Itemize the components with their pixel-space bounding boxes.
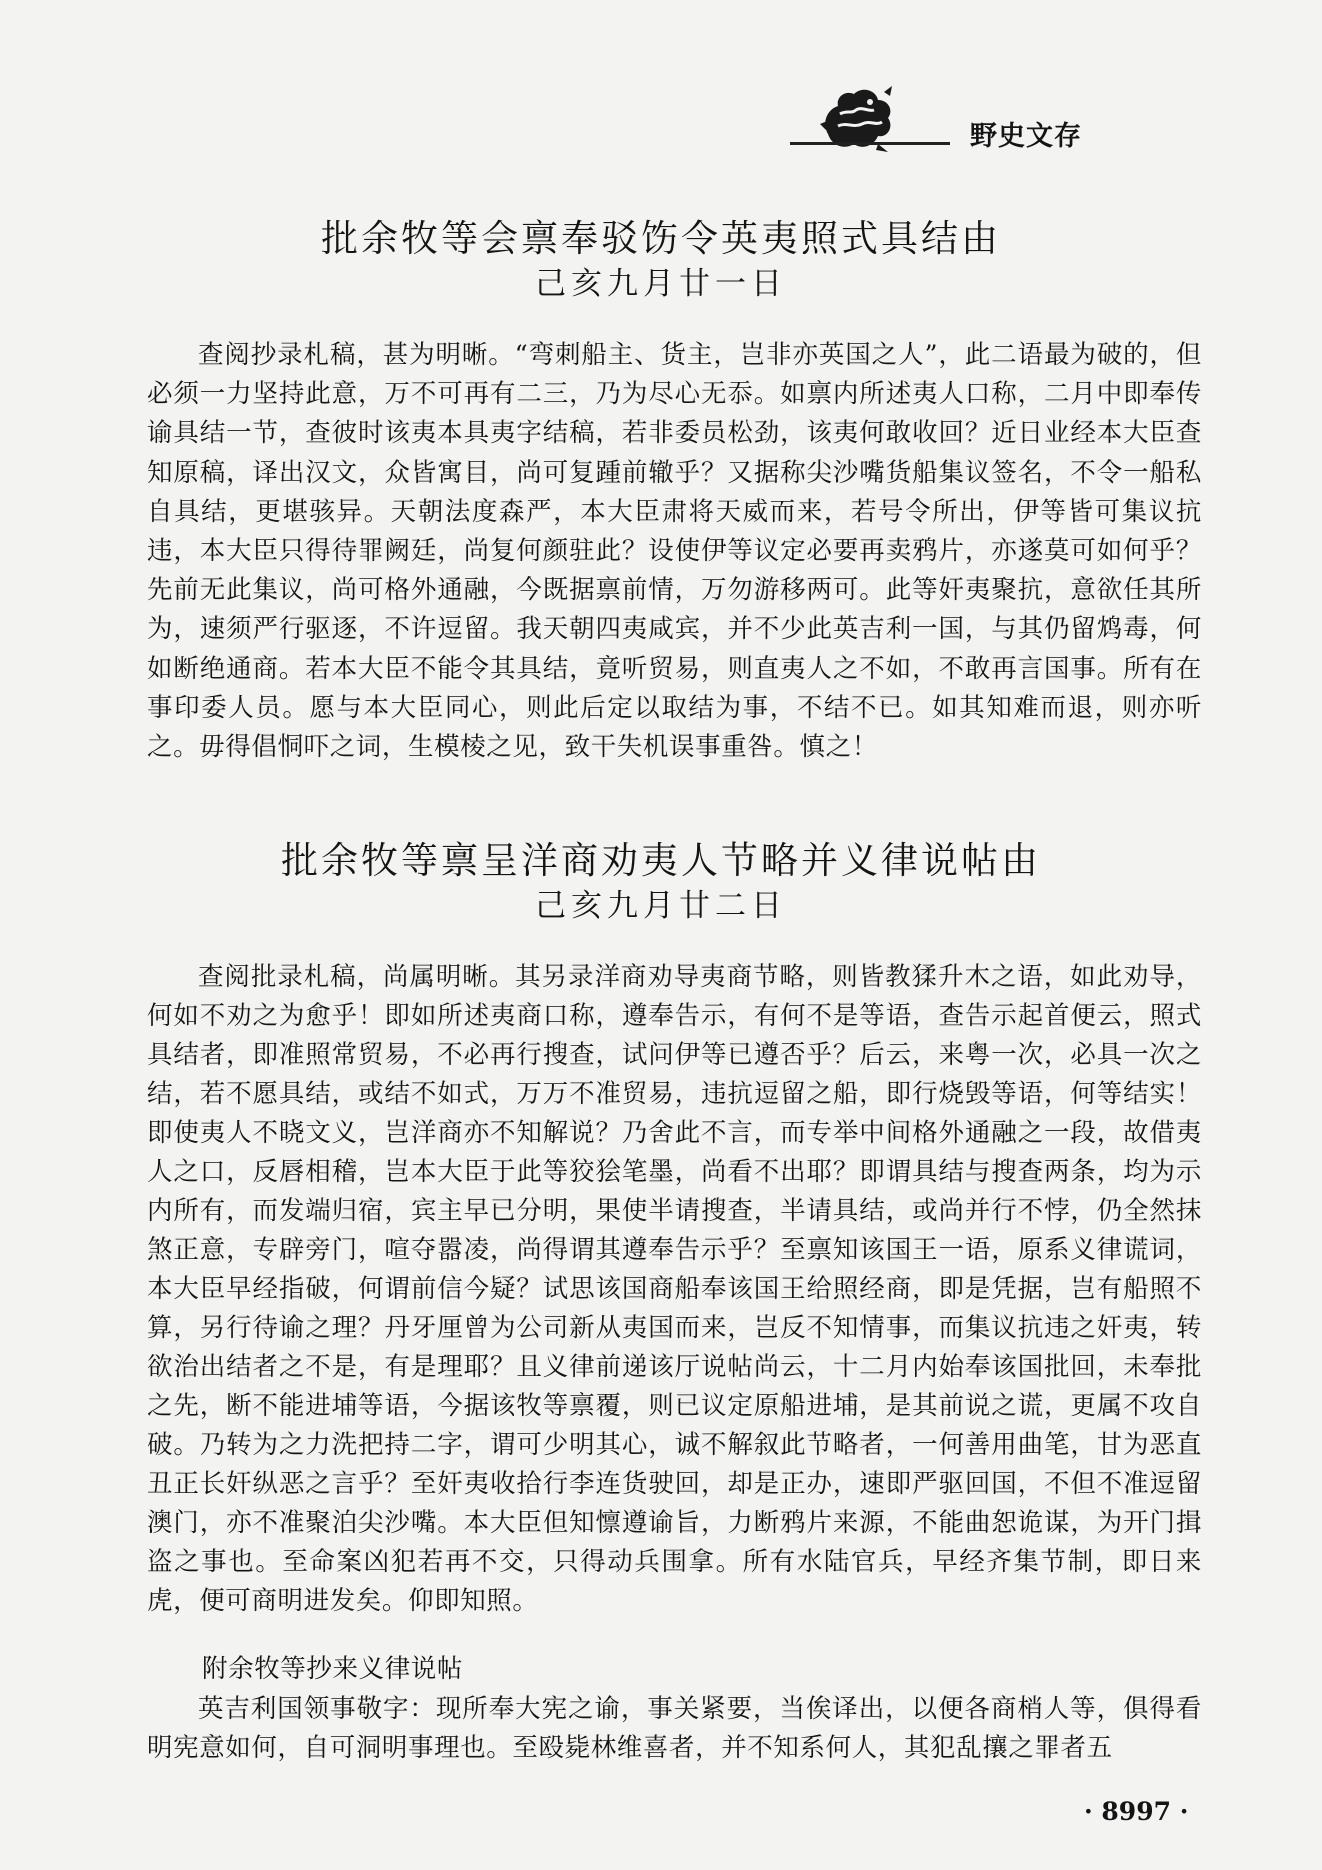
section-title: 批余牧等禀呈洋商劝夷人节略并义律说帖由 [281,839,1041,882]
section-body: 查阅批录札稿，尚属明晰。其另录洋商劝导夷商节略，则皆教猱升木之语，如此劝导，何如不劝之为愈乎！即如所述夷商口称，遵奉告示，有何不是等语，查告示起首便云，照式具结者，即准照常贸易，不必再行搜查，试问伊等已遵否乎？后云，来粤一次，必具一次之结，若不愿具结，或结不如式，万万不准贸易，违抗逗留之船，即行烧毁等语，何等结实！即使夷人不晓文义，岂洋商亦不知解说？乃舍此不言，而专举中间格外通融之一段，故借夷人之口，反唇相稽，岂本大臣于此等狡狯笔墨，尚看不出耶？即谓具结与搜查两条，均为示内所有，而发端归宿，宾主早已分明，果使半请搜查，半请具结，或尚并行不悖，仍全然抹煞正意，专辟旁门，喧夺嚣凌，尚得谓其遵奉告示乎？至禀知该国王一语，原系义律谎词，本大臣早经指破，何谓前信今疑？试思该国商船奉该国王给照经商，即是凭据，岂有船照不算，另行待谕之理？丹牙厘曾为公司新从夷国而来，岂反不知情事，而集议抗违之奸夷，转欲治出结者之不是，有是理耶？且义律前递该厅说帖尚云，十二月内始奉该国批回，未奉批之先，断不能进埔等语，今据该牧等禀覆，则已议定原船进埔，是其前说之谎，更属不攻自破。乃转为之力洗把持二字，谓可少明其心，诚不解叙此节略者，一何善用曲笔，甘为恶直丑正长奸纵恶之言乎？至奸夷收拾行李连货驶回，却是正办，速即严驱回国，不但不准逗留澳门，亦不准聚泊尖沙嘴。本大臣但知懔遵谕旨，力断鸦片来源，不能曲恕诡谋，为开门揖盗之事也。至命案凶犯若再不交，只得动兵围拿。所有水陆官兵，早经齐集节制，即日来虎，便可商明进发矣。仰即知照。 [147,962,1202,1616]
appendix-body: 英吉利国领事敬字：现所奉大宪之谕，事关紧要，当俟译出，以便各商梢人等，俱得看明宪意如何，自可洞明事理也。至殴毙林维喜者，并不知系何人，其犯乱攘之罪者五 [147,1694,1202,1764]
section-body: 查阅抄录札稿，甚为明晰。“弯刺船主、货主，岂非亦英国之人”，此二语最为破的，但必须一力坚持此意，万不可再有二三，乃为尽心无忝。如禀内所述夷人口称，二月中即奉传谕具结一节，查彼时该夷本具夷字结稿，若非委员松劲，该夷何敢收回？近日业经本大臣查知原稿，译出汉文，众皆寓目，尚可复踵前辙乎？又据称尖沙嘴货船集议签名，不令一船私自具结，更堪骇异。天朝法度森严，本大臣肃将天威而来，若号令所出，伊等皆可集议抗违，本大臣只得待罪阙廷，尚复何颜驻此？设使伊等议定必要再卖鸦片，亦遂莫可如何乎？先前无此集议，尚可格外通融，今既据禀前情，万勿游移两可。此等奸夷聚抗，意欲任其所为，速须严行驱逐，不许逗留。我天朝四夷咸宾，并不少此英吉利一国，与其仍留鸩毒，何如断绝通商。若本大臣不能令其具结，竟听贸易，则直夷人之不如，不敢再言国事。所有在事印委人员。愿与本大臣同心，则此后定以取结为事，不结不已。如其知难而退，则亦听之。毋得倡恫吓之词，生模棱之见，致干失机误事重咎。慎之！ [147,340,1202,763]
header-rule [790,142,950,145]
page-number: · 8997 · [1084,1797,1189,1826]
running-header [790,78,1230,158]
section-title: 批余牧等会禀奉驳饬令英夷照式具结由 [321,217,1001,260]
section-date: 己亥九月廿二日 [535,888,787,924]
appendix-title: 附余牧等抄来义律说帖 [202,1654,464,1684]
series-title: 野史文存 [970,121,1082,152]
section-date: 己亥九月廿一日 [535,266,787,302]
